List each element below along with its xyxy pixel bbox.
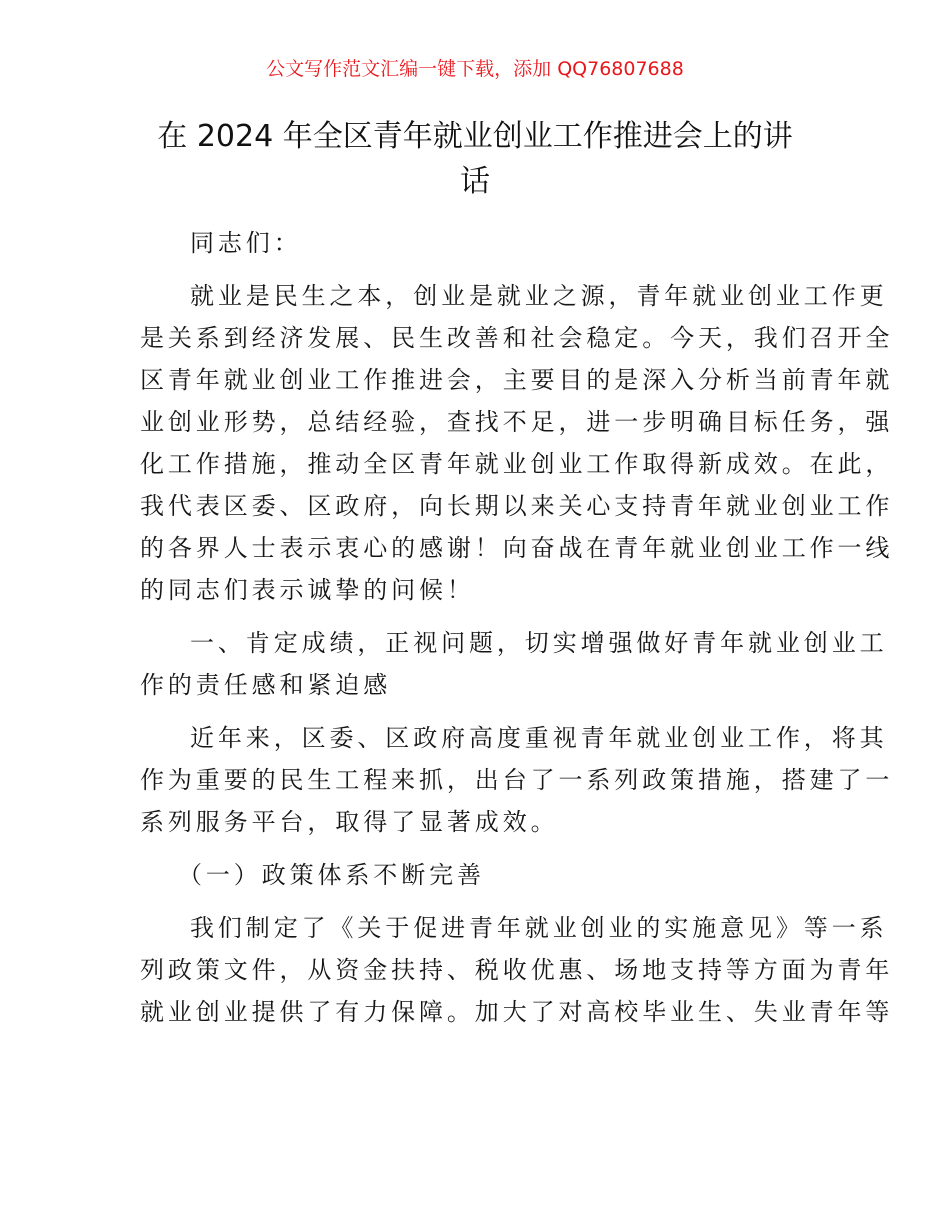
text-line: 就业是民生之本，创业是就业之源，青年就业创业工作更	[190, 282, 888, 310]
text-line: （一）政策体系不断完善	[178, 861, 485, 889]
text-line: 是关系到经济发展、民生改善和社会稳定。今天，我们召开全	[140, 324, 894, 352]
watermark-banner: 公文写作范文汇编一键下载，添加 QQ76807688	[266, 58, 684, 80]
text-line: 作的责任感和紧迫感	[140, 671, 392, 699]
policy-paragraph	[140, 907, 894, 1033]
text-line: 的同志们表示诚挚的问候！	[140, 576, 475, 604]
text-line: 作为重要的民生工程来抓，出台了一系列政策措施，搭建了一	[140, 766, 894, 794]
text-line: 区青年就业创业工作推进会，主要目的是深入分析当前青年就	[140, 366, 894, 394]
text-line: 同志们：	[190, 229, 302, 257]
text-line: 就业创业提供了有力保障。加大了对高校毕业生、失业青年等	[140, 998, 894, 1026]
subsection-heading-1	[140, 854, 812, 896]
text-line: 我代表区委、区政府，向长期以来关心支持青年就业创业工作	[140, 492, 894, 520]
text-line: 业创业形势，总结经验，查找不足，进一步明确目标任务，强	[140, 408, 894, 436]
text-line: 的各界人士表示衷心的感谢！向奋战在青年就业创业工作一线	[140, 534, 894, 562]
opening-paragraph	[140, 275, 894, 611]
section-heading-1	[140, 622, 888, 706]
text-line: 系列服务平台，取得了显著成效。	[140, 808, 559, 836]
document-body	[140, 222, 894, 1044]
document-title	[140, 114, 810, 204]
text-line: 我们制定了《关于促进青年就业创业的实施意见》等一系	[190, 914, 888, 942]
title-line: 在 2024 年全区青年就业创业工作推进会上的讲	[157, 119, 793, 154]
section-1-intro-paragraph	[140, 717, 894, 843]
text-line: 近年来，区委、区政府高度重视青年就业创业工作，将其	[190, 724, 888, 752]
text-line: 列政策文件，从资金扶持、税收优惠、场地支持等方面为青年	[140, 956, 894, 984]
text-line: 化工作措施，推动全区青年就业创业工作取得新成效。在此，	[140, 450, 894, 478]
text-line: 一、肯定成绩，正视问题，切实增强做好青年就业创业工	[190, 629, 888, 657]
salutation	[140, 222, 812, 264]
title-line: 话	[460, 164, 490, 199]
